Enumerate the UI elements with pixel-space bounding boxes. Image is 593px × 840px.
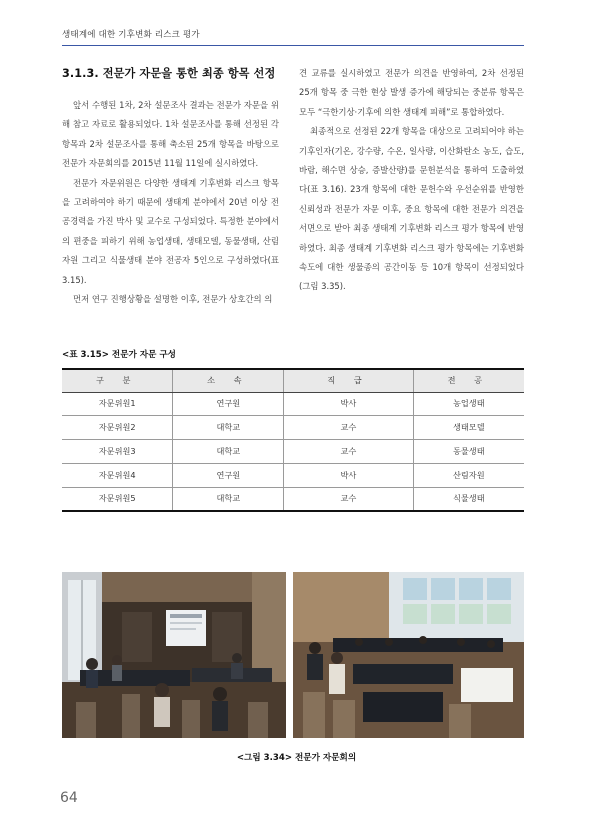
table-row [62, 392, 524, 416]
cell-major: 생태모델 [413, 416, 524, 440]
cell-major: 농업생태 [413, 392, 524, 416]
left-column [62, 64, 279, 309]
meeting-photo-right [293, 572, 524, 738]
header-category: 구 분 [62, 369, 173, 392]
cell-major: 동물생태 [413, 440, 524, 464]
table-header-row [62, 369, 524, 392]
running-header-title: 생태계에 대한 기후변화 리스크 평가 [62, 30, 200, 40]
table-row [62, 463, 524, 487]
cell-affiliation: 대학교 [173, 440, 284, 464]
header-affiliation: 소 속 [173, 369, 284, 392]
cell-major: 산림자원 [413, 463, 524, 487]
header-rule [62, 45, 524, 46]
cell-affiliation: 대학교 [173, 416, 284, 440]
cell-position: 교수 [284, 440, 413, 464]
header-major: 전 공 [413, 369, 524, 392]
cell-category: 자문위원1 [62, 392, 173, 416]
paragraph-meeting-continued: 견 교류를 실시하였고 전문가 의견을 반영하여, 2차 선정된 25개 항목 중 극한 현상 발생 증가에 해당되는 중분류 항목은 모두 “극한기상·기후에 의한 생태계 피해”로 통합하였다. [299, 68, 524, 117]
cell-category: 자문위원4 [62, 463, 173, 487]
paragraph-survey-results: 앞서 수행된 1차, 2차 설문조사 결과는 전문가 자문을 위해 참고 자료로 활용되었다. 1차 설문조사를 통해 선정된 각 항목과 2차 설문조사를 통해 축소된 25개 항목을 바탕으로 전문가 자문회의를 2015년 11월 11일에 실시하였다. [62, 100, 279, 169]
cell-major: 식물생태 [413, 487, 524, 511]
table-caption: <표 3.15> 전문가 자문 구성 [62, 350, 176, 360]
cell-position: 박사 [284, 392, 413, 416]
paragraph-advisor-composition: 전문가 자문위원은 다양한 생태계 기후변화 리스크 항목을 고려하여야 하기 때문에 생태계 분야에서 20년 이상 전공경력을 가진 박사 및 교수로 구성되었다. 특정한 분야에서의 편중을 피하기 위해 농업생태, 생태모델, 동물생태, 산림자원 그리고 식물생태 분야 전공자 5인으로 구성하였다(표 3.15). [62, 177, 279, 285]
advisor-table [62, 368, 524, 512]
header-position: 직 급 [284, 369, 413, 392]
cell-affiliation: 대학교 [173, 487, 284, 511]
page-number: 64 [60, 790, 78, 806]
cell-affiliation: 연구원 [173, 392, 284, 416]
paragraph-final-selection: 최종적으로 선정된 22개 항목을 대상으로 고려되어야 하는 기후인자(기온, 강수량, 수온, 일사량, 이산화탄소 농도, 습도, 바람, 해수면 상승, 증발산량)를 문헌분석을 통하여 도출하였다(표 3.16). 23개 항목에 대한 문헌수와 우선순위를 반영한 신뢰성과 전문가 자문 이후, 중요 항목에 대한 전문가 의견을 서면으로 받아 최종 생태계 기후변화 리스크 평가 항목에 반영하였다. 최종 생태계 기후변화 리스크 평가 항목에는 기후변화 속도에 대한 생물종의 공간이동 등 10개 항목이 선정되었다(그림 3.35). [299, 126, 524, 292]
table-row [62, 416, 524, 440]
cell-affiliation: 연구원 [173, 463, 284, 487]
right-column [299, 64, 524, 297]
cell-category: 자문위원3 [62, 440, 173, 464]
cell-category: 자문위원5 [62, 487, 173, 511]
cell-position: 교수 [284, 416, 413, 440]
cell-position: 교수 [284, 487, 413, 511]
meeting-photo-left [62, 572, 286, 738]
cell-category: 자문위원2 [62, 416, 173, 440]
section-title: 3.1.3. 전문가 자문을 통한 최종 항목 선정 [62, 67, 276, 80]
table-row [62, 440, 524, 464]
figure-caption: <그림 3.34> 전문가 자문회의 [236, 753, 357, 763]
table-row [62, 487, 524, 511]
cell-position: 박사 [284, 463, 413, 487]
paragraph-meeting-start: 먼저 연구 진행상황을 설명한 이후, 전문가 상호간의 의 [73, 294, 273, 305]
